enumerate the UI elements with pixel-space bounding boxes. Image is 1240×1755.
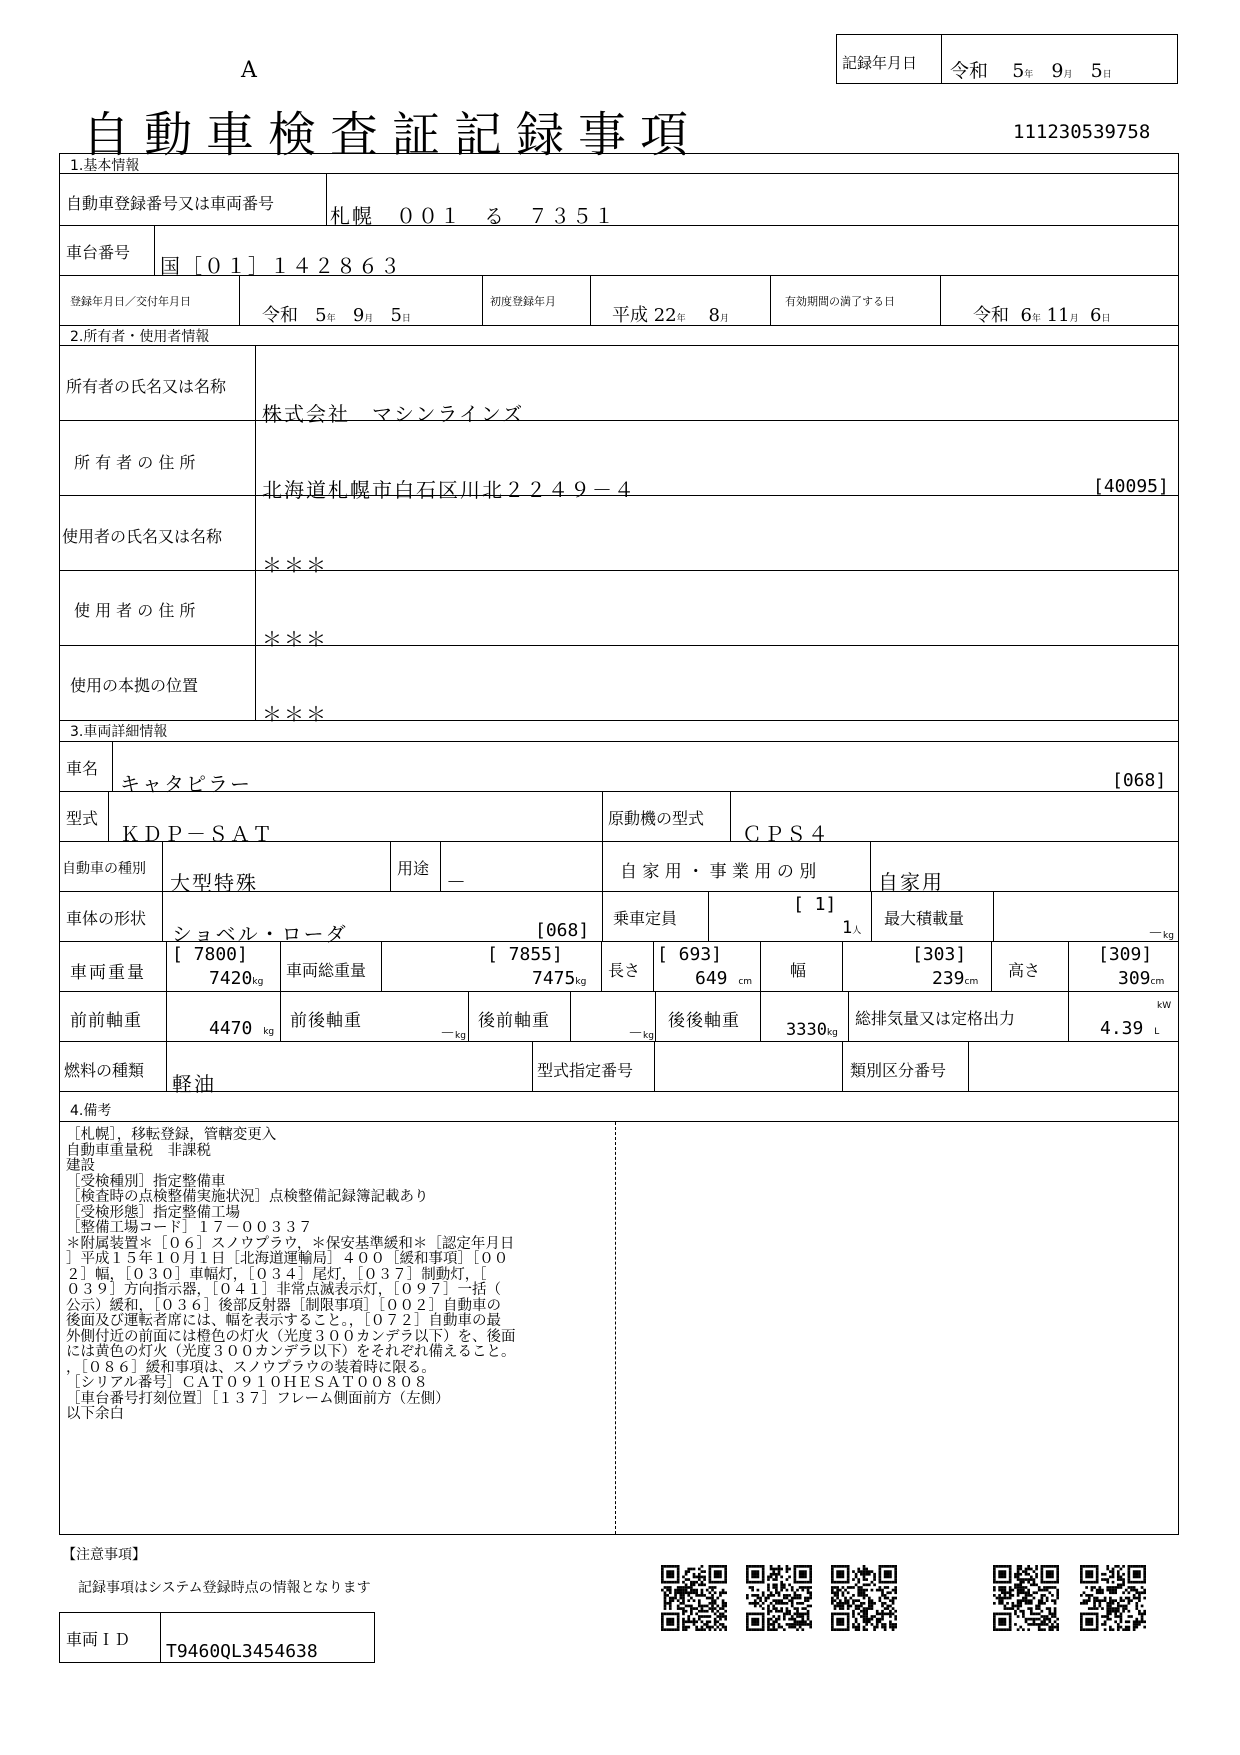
ff-axle-label: 前前軸重	[70, 1011, 142, 1031]
remarks-text	[66, 1128, 516, 1423]
user-name-value: ＊＊＊	[262, 553, 328, 577]
max-load-value: －kg	[1148, 924, 1174, 942]
kind-label: 自動車の種別	[62, 861, 146, 877]
remarks-line: 建設	[66, 1158, 95, 1174]
rf-axle-label: 後前軸重	[478, 1011, 550, 1031]
remarks-line: には黄色の灯火（光度３００カンデラ以下）をそれぞれ備えること。	[66, 1344, 516, 1360]
use-value: －	[446, 870, 468, 894]
height-value: 309cm	[1118, 968, 1165, 989]
car-name-label: 車名	[66, 759, 99, 778]
reg-no-value: 札幌 ００１ る ７３５１	[330, 204, 616, 228]
displacement-label: 総排気量又は定格出力	[855, 1009, 1016, 1028]
notice-text: 記録事項はシステム登録時点の情報となります	[78, 1580, 371, 1596]
page-marker: A	[241, 58, 257, 83]
width-label: 幅	[790, 961, 807, 980]
rf-axle-value: －kg	[628, 1024, 654, 1042]
length-label: 長さ	[608, 961, 641, 980]
owner-address-label: 所 有 者 の 住 所	[74, 453, 196, 472]
remarks-line: ０３９］方向指示器，［０４１］非常点滅表示灯，［０９７］一括（	[66, 1282, 501, 1298]
remarks-line: ＊附属装置＊［０６］スノウプラウ，＊保安基準緩和＊［認定年月日	[66, 1235, 515, 1252]
record-date-label: 記録年月日	[842, 54, 918, 72]
car-name-value: キャタピラー	[120, 772, 252, 796]
engine-value: ＣＰＳ４	[742, 822, 830, 846]
remarks-line: 後面及び運転者席には、幅を表示すること。，［０７２］自動車の最	[66, 1313, 501, 1329]
rr-axle-value: 3330kg	[786, 1020, 838, 1040]
kw-unit: kW	[1157, 1001, 1172, 1011]
gross-weight-label: 車両総重量	[286, 961, 367, 980]
section-basic-title: 1.基本情報	[70, 158, 140, 174]
owner-address-code: [40095]	[1093, 476, 1169, 497]
remarks-line: ［シリアル番号］ＣＡＴ０９１０ＨＥＳＡＴ００８０８	[66, 1375, 428, 1391]
vehicle-id-value: T9460QL3454638	[166, 1641, 318, 1662]
issue-date-label: 登録年月日／交付年月日	[70, 295, 191, 308]
reg-no-label: 自動車登録番号又は車両番号	[66, 194, 275, 213]
fuel-value: 軽油	[172, 1072, 216, 1096]
remarks-divider	[615, 1122, 616, 1534]
body-label: 車体の形状	[66, 909, 147, 928]
qr-code-5	[1080, 1565, 1146, 1631]
weight-value: 7420kg	[209, 968, 264, 989]
length-value: 649 cm	[695, 968, 753, 989]
engine-label: 原動機の型式	[608, 809, 705, 828]
section-owner-title: 2.所有者・使用者情報	[70, 329, 210, 345]
height-label: 高さ	[1008, 961, 1041, 980]
remarks-line: ［受検種別］指定整備車	[66, 1173, 226, 1190]
issue-date: 令和 5年 9月 5日	[262, 305, 411, 326]
section-remarks-title: 4.備考	[70, 1103, 112, 1119]
use-label: 用途	[397, 859, 430, 878]
gross-weight-value: 7475kg	[532, 968, 587, 989]
model-label: 型式	[66, 809, 99, 828]
body-value: ショベル・ローダ	[172, 922, 348, 946]
remarks-line: 自動車重量税 非課税	[66, 1142, 211, 1159]
fr-axle-value: －kg	[440, 1024, 466, 1042]
weight-label: 車両重量	[70, 963, 146, 983]
qr-code-3	[831, 1565, 897, 1631]
remarks-line: ［検査時の点検整備実施状況］点検整備記録簿記載あり	[66, 1189, 429, 1205]
width-bracket: [303]	[912, 944, 967, 965]
qr-code-4	[993, 1565, 1059, 1631]
width-value: 239cm	[932, 968, 979, 989]
height-bracket: [309]	[1098, 944, 1153, 965]
remarks-line: 以下余白	[66, 1406, 124, 1422]
model-value: ＫＤＰ－ＳＡＴ	[120, 822, 274, 846]
gross-weight-bracket: [ 7855]	[487, 944, 563, 965]
body-code: [068]	[535, 920, 590, 941]
user-address-label: 使 用 者 の 住 所	[74, 601, 196, 620]
remarks-line: ［受検形態］指定整備工場	[66, 1204, 240, 1221]
section-vehicle-title: 3.車両詳細情報	[70, 724, 168, 740]
capacity-value: 1人	[842, 918, 862, 938]
max-load-label: 最大積載量	[884, 909, 965, 928]
owner-address-value: 北海道札幌市白石区川北２２４９－４	[262, 478, 636, 502]
user-name-label: 使用者の氏名又は名称	[62, 527, 223, 546]
chassis-label: 車台番号	[66, 243, 131, 262]
rr-axle-label: 後後軸重	[668, 1011, 740, 1031]
type-no-label: 型式指定番号	[537, 1061, 634, 1080]
remarks-line: 外側付近の前面には橙色の灯火（光度３００カンデラ以下）を、後面	[66, 1328, 516, 1345]
notice-title: 【注意事項】	[62, 1547, 146, 1563]
user-address-value: ＊＊＊	[262, 627, 328, 651]
vehicle-id-label: 車両ＩＤ	[66, 1630, 131, 1649]
fuel-label: 燃料の種類	[64, 1061, 145, 1080]
weight-bracket: [ 7800]	[172, 944, 248, 965]
remarks-line: ，［０８６］緩和事項は、スノウプラウの装着時に限る。	[66, 1359, 436, 1376]
qr-code-2	[746, 1565, 812, 1631]
ff-axle-value: 4470 kg	[209, 1018, 275, 1039]
remarks-line: ［車台番号打刻位置］［１３７］フレーム側面前方（左側）	[66, 1390, 450, 1407]
page-title: 自動車検査証記録事項	[82, 107, 703, 163]
base-location-value: ＊＊＊	[262, 702, 328, 726]
remarks-line: 公示）緩和，［０３６］後部反射器［制限事項］［００２］自動車の	[66, 1297, 501, 1314]
fr-axle-label: 前後軸重	[290, 1011, 362, 1031]
remarks-line: ［整備工場コード］１７－００３３７	[66, 1220, 313, 1236]
length-bracket: [ 693]	[657, 944, 723, 965]
private-label: 自 家 用 ・ 事 業 用 の 別	[620, 862, 817, 882]
qr-code-1	[661, 1565, 727, 1631]
first-reg-label: 初度登録年月	[490, 295, 556, 308]
remarks-line: ２］幅，［０３０］車幅灯，［０３４］尾灯，［０３７］制動灯，［	[66, 1266, 487, 1283]
car-name-code: [068]	[1112, 770, 1167, 791]
owner-name-label: 所有者の氏名又は名称	[66, 377, 227, 396]
base-location-label: 使用の本拠の位置	[70, 676, 199, 695]
remarks-line: ［札幌］，移転登録，管轄変更入	[66, 1127, 277, 1143]
capacity-label: 乗車定員	[613, 909, 678, 928]
remarks-line: ］平成１５年１０月１日［北海道運輸局］４００［緩和事項］［００	[66, 1251, 509, 1267]
class-no-label: 類別区分番号	[850, 1061, 947, 1080]
chassis-value: 国［０１］１４２８６３	[160, 254, 402, 278]
kind-value: 大型特殊	[170, 871, 258, 895]
private-value: 自家用	[878, 870, 944, 894]
first-reg-date: 平成 22年 8月	[612, 305, 730, 326]
record-date: 令和 5年 9月 5日	[950, 60, 1112, 82]
document-number: 111230539758	[1013, 121, 1151, 143]
owner-name-value: 株式会社 マシンラインズ	[262, 402, 525, 426]
expiry-label: 有効期間の満了する日	[785, 295, 895, 308]
capacity-bracket: [ 1]	[793, 894, 837, 915]
expiry-date: 令和 6年 11月 6日	[973, 305, 1111, 326]
displacement-value: 4.39 L	[1100, 1018, 1160, 1039]
